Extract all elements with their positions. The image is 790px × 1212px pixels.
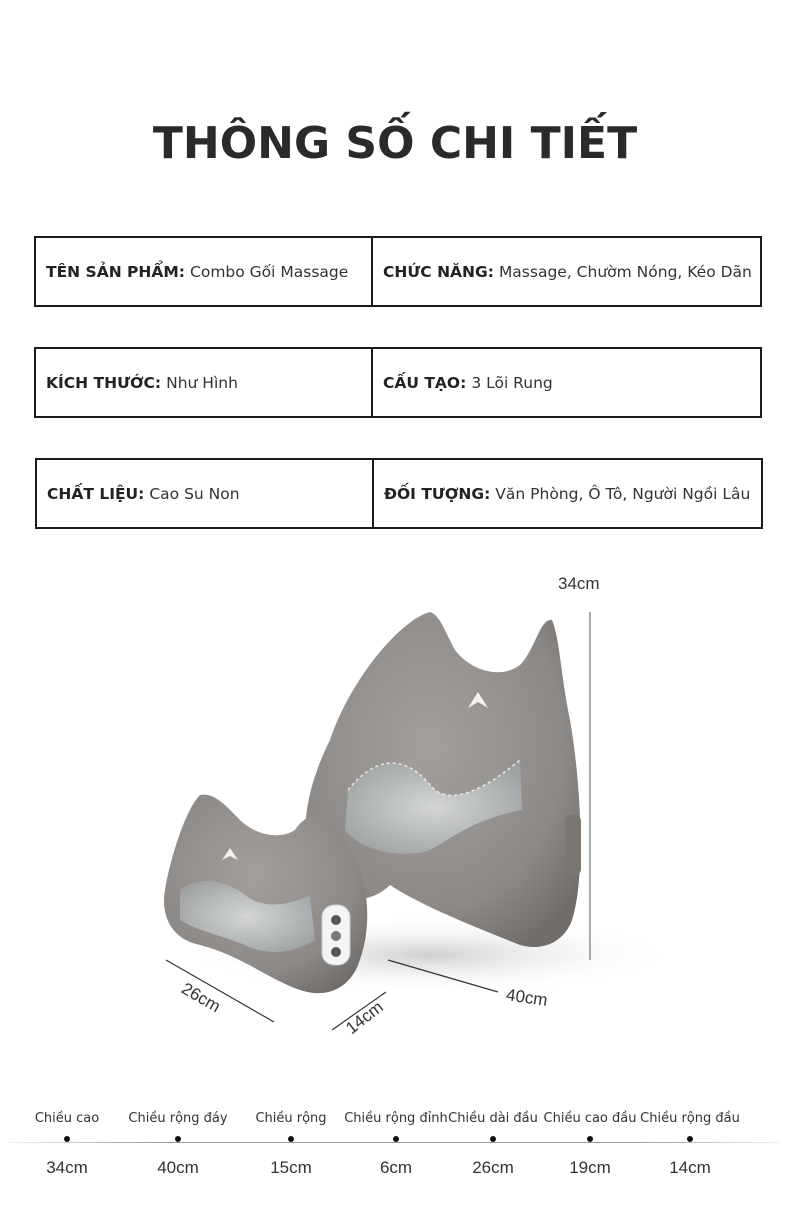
dimension-dot [288, 1136, 294, 1142]
dimension-dot [687, 1136, 693, 1142]
spec-label: CHẤT LIỆU: [47, 484, 145, 503]
heat-button-icon [331, 931, 341, 941]
spec-value: Văn Phòng, Ô Tô, Người Ngồi Lâu [495, 484, 751, 503]
spec-cell-material [37, 460, 372, 527]
page-title: THÔNG SỐ CHI TIẾT [152, 118, 638, 169]
dimension-dot [587, 1136, 593, 1142]
dimension-value: 26cm [472, 1158, 514, 1177]
dimension-name: Chiều rộng đầu [640, 1111, 740, 1126]
height-label: 34cm [558, 574, 600, 593]
dimension-value: 14cm [669, 1158, 711, 1177]
spec-row-2 [34, 347, 762, 418]
dimension-name: Chiều cao đầu [543, 1111, 637, 1126]
pillow-illustration [0, 560, 790, 1060]
dimension-item [630, 1108, 750, 1178]
spec-label: ĐỐI TƯỢNG: [384, 484, 491, 503]
spec-cell-function [371, 238, 760, 305]
dimension-dot [64, 1136, 70, 1142]
spec-row-1 [34, 236, 762, 307]
dimension-name: Chiều rộng đỉnh [344, 1111, 448, 1126]
dimension-value: 40cm [157, 1158, 199, 1177]
spec-row-3 [35, 458, 763, 529]
dimension-value: 34cm [46, 1158, 88, 1177]
dimension-dot [490, 1136, 496, 1142]
dimension-dot [175, 1136, 181, 1142]
neck-depth-label: 14cm [342, 997, 387, 1038]
spec-label: KÍCH THƯỚC: [46, 373, 162, 392]
spec-value: 3 Lõi Rung [471, 373, 553, 392]
lumbar-side-controller [565, 815, 581, 875]
spec-cell-product-name [36, 238, 371, 305]
spec-cell-audience [372, 460, 761, 527]
dimension-value: 6cm [379, 1158, 413, 1177]
dimension-bar [0, 1108, 790, 1188]
dimension-item [231, 1108, 351, 1178]
spec-label: TÊN SẢN PHẨM: [46, 262, 186, 281]
spec-value: Combo Gối Massage [190, 262, 349, 281]
dimension-item [118, 1108, 238, 1178]
neck-length-label: 26cm [178, 978, 224, 1017]
dimension-value: 19cm [569, 1158, 611, 1177]
spec-value: Như Hình [166, 373, 238, 392]
spec-cell-structure [371, 349, 760, 416]
dimension-name: Chiều dài đầu [448, 1111, 538, 1126]
dimension-name: Chiều rộng [255, 1111, 327, 1126]
spec-label: CHỨC NĂNG: [383, 262, 494, 281]
width-label: 40cm [504, 985, 549, 1010]
dimension-item [7, 1108, 127, 1178]
mode-button-icon [331, 947, 341, 957]
dimension-value: 15cm [270, 1158, 312, 1177]
dimension-name: Chiều cao [34, 1111, 100, 1126]
spec-cell-size [36, 349, 371, 416]
dimension-dot [393, 1136, 399, 1142]
spec-label: CẤU TẠO: [383, 373, 467, 392]
product-figure [0, 560, 790, 1060]
dimension-name: Chiều rộng đáy [128, 1111, 228, 1126]
spec-value: Massage, Chườm Nóng, Kéo Dãn [498, 262, 752, 281]
power-button-icon [331, 915, 341, 925]
spec-value: Cao Su Non [149, 484, 240, 503]
